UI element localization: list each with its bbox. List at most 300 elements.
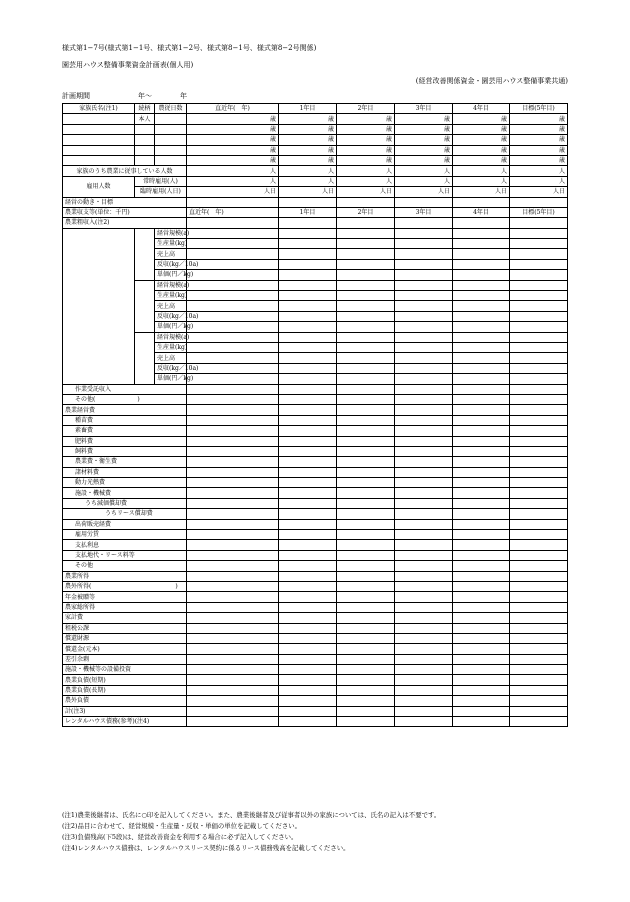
input-cell[interactable] (395, 270, 453, 280)
input-cell[interactable] (453, 498, 510, 508)
input-cell[interactable] (395, 228, 453, 238)
input-cell[interactable] (279, 665, 337, 675)
input-cell[interactable] (453, 374, 510, 384)
unit-cell[interactable]: 人 (395, 176, 453, 186)
input-cell[interactable] (279, 353, 337, 363)
input-cell[interactable] (510, 457, 568, 467)
input-cell[interactable] (337, 592, 395, 602)
input-cell[interactable] (187, 363, 279, 373)
input-cell[interactable] (510, 353, 568, 363)
input-cell[interactable] (337, 665, 395, 675)
unit-cell[interactable]: 人 (279, 176, 337, 186)
input-cell[interactable] (510, 498, 568, 508)
input-cell[interactable] (279, 488, 337, 498)
input-cell[interactable] (187, 561, 279, 571)
input-cell[interactable] (453, 509, 510, 519)
input-cell[interactable] (279, 291, 337, 301)
input-cell[interactable] (510, 322, 568, 332)
age-unit[interactable]: 歳 (395, 124, 453, 134)
input-cell[interactable] (187, 342, 279, 352)
input-cell[interactable] (453, 436, 510, 446)
input-cell[interactable] (510, 644, 568, 654)
input-cell[interactable] (187, 353, 279, 363)
input-cell[interactable] (279, 633, 337, 643)
age-unit[interactable]: 歳 (337, 145, 395, 155)
days-cell[interactable] (155, 124, 187, 134)
input-cell[interactable] (510, 685, 568, 695)
input-cell[interactable] (187, 405, 279, 415)
input-cell[interactable] (187, 249, 279, 259)
age-unit[interactable]: 歳 (337, 124, 395, 134)
input-cell[interactable] (279, 540, 337, 550)
input-cell[interactable] (453, 581, 510, 591)
input-cell[interactable] (279, 613, 337, 623)
input-cell[interactable] (187, 623, 279, 633)
input-cell[interactable] (279, 259, 337, 269)
input-cell[interactable] (279, 311, 337, 321)
input-cell[interactable] (279, 498, 337, 508)
input-cell[interactable] (510, 717, 568, 727)
input-cell[interactable] (510, 706, 568, 716)
input-cell[interactable] (279, 644, 337, 654)
input-cell[interactable] (279, 623, 337, 633)
input-cell[interactable] (453, 228, 510, 238)
input-cell[interactable] (395, 374, 453, 384)
input-cell[interactable] (187, 685, 279, 695)
input-cell[interactable] (187, 426, 279, 436)
input-cell[interactable] (395, 394, 453, 404)
input-cell[interactable] (395, 613, 453, 623)
age-unit[interactable]: 歳 (279, 145, 337, 155)
input-cell[interactable] (337, 457, 395, 467)
input-cell[interactable] (337, 446, 395, 456)
input-cell[interactable] (187, 436, 279, 446)
input-cell[interactable] (187, 602, 279, 612)
input-cell[interactable] (510, 478, 568, 488)
input-cell[interactable] (510, 291, 568, 301)
input-cell[interactable] (453, 561, 510, 571)
days-cell[interactable] (155, 145, 187, 155)
input-cell[interactable] (337, 644, 395, 654)
input-cell[interactable] (510, 394, 568, 404)
input-cell[interactable] (279, 426, 337, 436)
input-cell[interactable] (279, 457, 337, 467)
input-cell[interactable] (279, 592, 337, 602)
age-unit[interactable]: 歳 (510, 114, 568, 124)
input-cell[interactable] (395, 519, 453, 529)
input-cell[interactable] (279, 706, 337, 716)
input-cell[interactable] (337, 415, 395, 425)
input-cell[interactable] (453, 426, 510, 436)
input-cell[interactable] (187, 696, 279, 706)
input-cell[interactable] (453, 415, 510, 425)
input-cell[interactable] (453, 197, 510, 207)
input-cell[interactable] (510, 426, 568, 436)
input-cell[interactable] (279, 519, 337, 529)
age-unit[interactable]: 歳 (510, 135, 568, 145)
input-cell[interactable] (187, 384, 279, 394)
age-unit[interactable]: 歳 (453, 135, 510, 145)
input-cell[interactable] (279, 467, 337, 477)
input-cell[interactable] (337, 239, 395, 249)
age-unit[interactable]: 歳 (279, 135, 337, 145)
input-cell[interactable] (187, 706, 279, 716)
input-cell[interactable] (453, 363, 510, 373)
input-cell[interactable] (395, 561, 453, 571)
input-cell[interactable] (279, 654, 337, 664)
input-cell[interactable] (187, 218, 279, 228)
input-cell[interactable] (337, 623, 395, 633)
input-cell[interactable] (510, 280, 568, 290)
input-cell[interactable] (395, 644, 453, 654)
input-cell[interactable] (187, 519, 279, 529)
input-cell[interactable] (395, 581, 453, 591)
input-cell[interactable] (453, 478, 510, 488)
input-cell[interactable] (187, 592, 279, 602)
input-cell[interactable] (453, 530, 510, 540)
input-cell[interactable] (337, 259, 395, 269)
input-cell[interactable] (395, 633, 453, 643)
input-cell[interactable] (453, 239, 510, 249)
input-cell[interactable] (337, 602, 395, 612)
input-cell[interactable] (510, 613, 568, 623)
unit-cell[interactable]: 人日 (510, 187, 568, 197)
input-cell[interactable] (395, 405, 453, 415)
input-cell[interactable] (187, 270, 279, 280)
input-cell[interactable] (337, 405, 395, 415)
input-cell[interactable] (453, 311, 510, 321)
input-cell[interactable] (187, 509, 279, 519)
input-cell[interactable] (279, 363, 337, 373)
input-cell[interactable] (510, 519, 568, 529)
input-cell[interactable] (395, 259, 453, 269)
input-cell[interactable] (510, 301, 568, 311)
input-cell[interactable] (395, 311, 453, 321)
input-cell[interactable] (395, 717, 453, 727)
input-cell[interactable] (395, 675, 453, 685)
unit-cell[interactable]: 人 (510, 166, 568, 176)
input-cell[interactable] (337, 478, 395, 488)
input-cell[interactable] (279, 280, 337, 290)
input-cell[interactable] (279, 405, 337, 415)
input-cell[interactable] (510, 571, 568, 581)
unit-cell[interactable]: 人 (395, 166, 453, 176)
input-cell[interactable] (279, 301, 337, 311)
input-cell[interactable] (187, 550, 279, 560)
age-unit[interactable]: 歳 (279, 114, 337, 124)
input-cell[interactable] (510, 665, 568, 675)
input-cell[interactable] (395, 197, 453, 207)
input-cell[interactable] (337, 353, 395, 363)
input-cell[interactable] (453, 717, 510, 727)
input-cell[interactable] (510, 540, 568, 550)
input-cell[interactable] (395, 280, 453, 290)
age-unit[interactable]: 歳 (279, 124, 337, 134)
input-cell[interactable] (395, 488, 453, 498)
input-cell[interactable] (187, 644, 279, 654)
input-cell[interactable] (453, 291, 510, 301)
unit-cell[interactable]: 人日 (453, 187, 510, 197)
input-cell[interactable] (395, 457, 453, 467)
family-name-cell[interactable] (63, 124, 135, 134)
personday-unit[interactable]: 人日 (187, 187, 279, 197)
days-cell[interactable] (155, 155, 187, 165)
input-cell[interactable] (510, 467, 568, 477)
input-cell[interactable] (279, 571, 337, 581)
input-cell[interactable] (187, 571, 279, 581)
input-cell[interactable] (453, 322, 510, 332)
unit-cell[interactable]: 人日 (337, 187, 395, 197)
input-cell[interactable] (453, 519, 510, 529)
input-cell[interactable] (395, 550, 453, 560)
input-cell[interactable] (187, 717, 279, 727)
input-cell[interactable] (395, 696, 453, 706)
input-cell[interactable] (453, 301, 510, 311)
input-cell[interactable] (510, 239, 568, 249)
family-name-cell[interactable] (63, 114, 135, 124)
unit-cell[interactable]: 人日 (279, 187, 337, 197)
input-cell[interactable] (337, 633, 395, 643)
input-cell[interactable] (337, 197, 395, 207)
input-cell[interactable] (187, 446, 279, 456)
input-cell[interactable] (187, 291, 279, 301)
age-unit[interactable]: 歳 (453, 114, 510, 124)
input-cell[interactable] (187, 488, 279, 498)
input-cell[interactable] (187, 228, 279, 238)
input-cell[interactable] (510, 581, 568, 591)
input-cell[interactable] (395, 623, 453, 633)
input-cell[interactable] (279, 602, 337, 612)
relation-cell[interactable] (135, 155, 155, 165)
input-cell[interactable] (187, 239, 279, 249)
input-cell[interactable] (187, 374, 279, 384)
input-cell[interactable] (510, 311, 568, 321)
input-cell[interactable] (279, 270, 337, 280)
input-cell[interactable] (453, 675, 510, 685)
input-cell[interactable] (337, 530, 395, 540)
input-cell[interactable] (510, 363, 568, 373)
input-cell[interactable] (187, 311, 279, 321)
unit-cell[interactable]: 人 (453, 176, 510, 186)
input-cell[interactable] (510, 446, 568, 456)
input-cell[interactable] (510, 488, 568, 498)
input-cell[interactable] (337, 571, 395, 581)
input-cell[interactable] (453, 654, 510, 664)
family-name-cell[interactable] (63, 155, 135, 165)
input-cell[interactable] (187, 332, 279, 342)
input-cell[interactable] (187, 394, 279, 404)
input-cell[interactable] (187, 415, 279, 425)
input-cell[interactable] (187, 322, 279, 332)
input-cell[interactable] (510, 249, 568, 259)
input-cell[interactable] (395, 332, 453, 342)
input-cell[interactable] (187, 457, 279, 467)
age-unit[interactable]: 歳 (279, 155, 337, 165)
input-cell[interactable] (510, 530, 568, 540)
input-cell[interactable] (337, 561, 395, 571)
crop-name-cell[interactable] (135, 228, 155, 280)
input-cell[interactable] (395, 301, 453, 311)
input-cell[interactable] (337, 467, 395, 477)
crop-name-cell[interactable] (135, 280, 155, 332)
input-cell[interactable] (337, 685, 395, 695)
input-cell[interactable] (279, 228, 337, 238)
input-cell[interactable] (279, 581, 337, 591)
input-cell[interactable] (510, 218, 568, 228)
input-cell[interactable] (279, 509, 337, 519)
input-cell[interactable] (279, 394, 337, 404)
age-unit[interactable]: 歳 (187, 135, 279, 145)
input-cell[interactable] (453, 457, 510, 467)
input-cell[interactable] (279, 685, 337, 695)
unit-cell[interactable]: 人 (337, 166, 395, 176)
input-cell[interactable] (279, 332, 337, 342)
input-cell[interactable] (337, 270, 395, 280)
input-cell[interactable] (395, 342, 453, 352)
input-cell[interactable] (279, 717, 337, 727)
age-unit[interactable]: 歳 (395, 155, 453, 165)
input-cell[interactable] (453, 571, 510, 581)
input-cell[interactable] (453, 540, 510, 550)
input-cell[interactable] (510, 342, 568, 352)
input-cell[interactable] (395, 602, 453, 612)
input-cell[interactable] (279, 561, 337, 571)
days-cell[interactable] (155, 114, 187, 124)
input-cell[interactable] (395, 363, 453, 373)
input-cell[interactable] (279, 436, 337, 446)
input-cell[interactable] (395, 498, 453, 508)
input-cell[interactable] (187, 633, 279, 643)
input-cell[interactable] (395, 436, 453, 446)
input-cell[interactable] (337, 322, 395, 332)
input-cell[interactable] (337, 311, 395, 321)
age-unit[interactable]: 歳 (337, 155, 395, 165)
input-cell[interactable] (510, 384, 568, 394)
input-cell[interactable] (453, 644, 510, 654)
input-cell[interactable] (187, 498, 279, 508)
input-cell[interactable] (510, 602, 568, 612)
input-cell[interactable] (453, 249, 510, 259)
input-cell[interactable] (453, 446, 510, 456)
input-cell[interactable] (395, 467, 453, 477)
input-cell[interactable] (395, 509, 453, 519)
input-cell[interactable] (510, 228, 568, 238)
input-cell[interactable] (395, 478, 453, 488)
input-cell[interactable] (337, 394, 395, 404)
input-cell[interactable] (337, 540, 395, 550)
input-cell[interactable] (279, 249, 337, 259)
input-cell[interactable] (510, 696, 568, 706)
input-cell[interactable] (279, 374, 337, 384)
input-cell[interactable] (453, 685, 510, 695)
input-cell[interactable] (395, 249, 453, 259)
input-cell[interactable] (337, 342, 395, 352)
age-unit[interactable]: 歳 (395, 114, 453, 124)
input-cell[interactable] (453, 665, 510, 675)
age-unit[interactable]: 歳 (187, 114, 279, 124)
input-cell[interactable] (279, 415, 337, 425)
input-cell[interactable] (337, 384, 395, 394)
input-cell[interactable] (337, 249, 395, 259)
input-cell[interactable] (279, 239, 337, 249)
input-cell[interactable] (337, 717, 395, 727)
input-cell[interactable] (395, 426, 453, 436)
input-cell[interactable] (279, 218, 337, 228)
input-cell[interactable] (453, 602, 510, 612)
input-cell[interactable] (453, 467, 510, 477)
input-cell[interactable] (453, 633, 510, 643)
input-cell[interactable] (337, 654, 395, 664)
input-cell[interactable] (279, 446, 337, 456)
input-cell[interactable] (337, 301, 395, 311)
input-cell[interactable] (510, 436, 568, 446)
input-cell[interactable] (337, 332, 395, 342)
input-cell[interactable] (337, 291, 395, 301)
input-cell[interactable] (337, 613, 395, 623)
age-unit[interactable]: 歳 (453, 124, 510, 134)
input-cell[interactable] (279, 342, 337, 352)
input-cell[interactable] (187, 581, 279, 591)
input-cell[interactable] (453, 259, 510, 269)
input-cell[interactable] (510, 633, 568, 643)
input-cell[interactable] (337, 675, 395, 685)
family-name-cell[interactable] (63, 145, 135, 155)
age-unit[interactable]: 歳 (510, 145, 568, 155)
input-cell[interactable] (187, 675, 279, 685)
unit-cell[interactable]: 人 (453, 166, 510, 176)
input-cell[interactable] (453, 280, 510, 290)
input-cell[interactable] (395, 571, 453, 581)
input-cell[interactable] (279, 696, 337, 706)
input-cell[interactable] (337, 550, 395, 560)
input-cell[interactable] (395, 415, 453, 425)
input-cell[interactable] (187, 280, 279, 290)
input-cell[interactable] (510, 270, 568, 280)
input-cell[interactable] (395, 322, 453, 332)
input-cell[interactable] (453, 623, 510, 633)
input-cell[interactable] (395, 446, 453, 456)
person-unit[interactable]: 人 (187, 176, 279, 186)
age-unit[interactable]: 歳 (187, 124, 279, 134)
age-unit[interactable]: 歳 (187, 155, 279, 165)
input-cell[interactable] (453, 394, 510, 404)
input-cell[interactable] (395, 592, 453, 602)
input-cell[interactable] (510, 654, 568, 664)
age-unit[interactable]: 歳 (337, 114, 395, 124)
input-cell[interactable] (279, 197, 337, 207)
input-cell[interactable] (395, 665, 453, 675)
relation-cell[interactable] (135, 135, 155, 145)
crop-name-cell[interactable] (135, 332, 155, 384)
input-cell[interactable] (453, 384, 510, 394)
input-cell[interactable] (395, 654, 453, 664)
input-cell[interactable] (453, 270, 510, 280)
input-cell[interactable] (453, 488, 510, 498)
input-cell[interactable] (337, 519, 395, 529)
age-unit[interactable]: 歳 (453, 155, 510, 165)
input-cell[interactable] (510, 405, 568, 415)
input-cell[interactable] (510, 675, 568, 685)
age-unit[interactable]: 歳 (395, 135, 453, 145)
input-cell[interactable] (187, 259, 279, 269)
input-cell[interactable] (187, 613, 279, 623)
input-cell[interactable] (395, 530, 453, 540)
unit-cell[interactable]: 人 (510, 176, 568, 186)
relation-cell[interactable] (135, 124, 155, 134)
age-unit[interactable]: 歳 (453, 145, 510, 155)
relation-cell[interactable] (135, 145, 155, 155)
input-cell[interactable] (453, 353, 510, 363)
